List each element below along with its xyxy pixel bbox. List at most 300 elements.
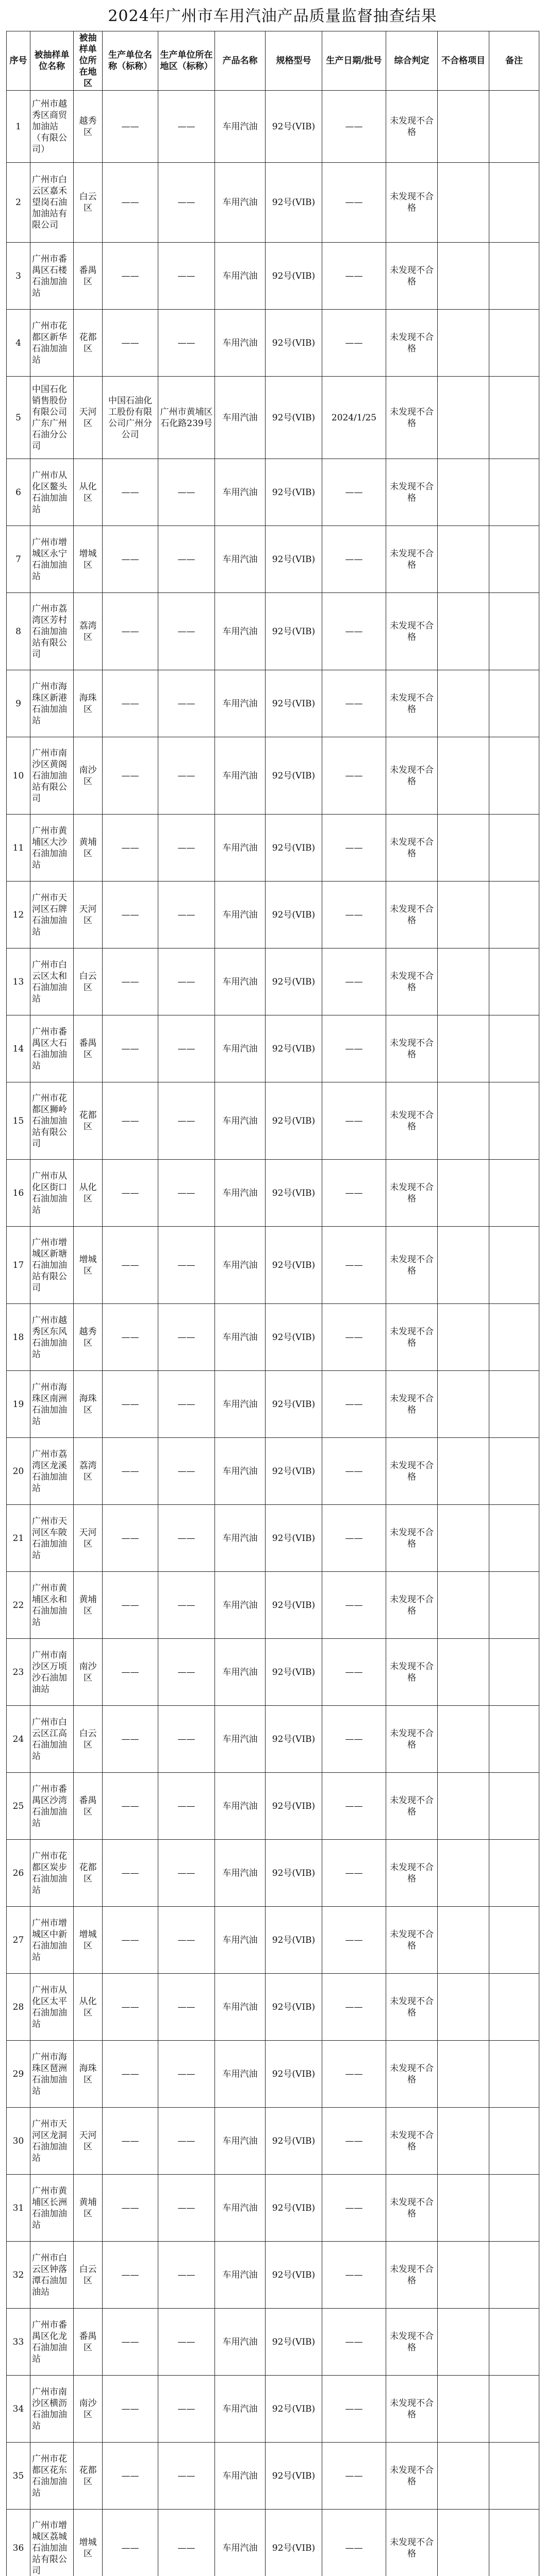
producer-area: —— [158,1505,215,1572]
product-name: 车用汽油 [215,1639,266,1706]
production-date: —— [322,670,386,737]
row-number: 2 [7,163,30,243]
verdict: 未发现不合格 [386,459,438,526]
failed-items [438,1438,489,1505]
remark [489,2242,539,2309]
row-number: 23 [7,1639,30,1706]
sampled-unit-name: 广州市越秀区商贸加油站（有限公司） [30,91,74,163]
product-name: 车用汽油 [215,163,266,243]
verdict: 未发现不合格 [386,2175,438,2242]
failed-items [438,1974,489,2041]
producer-area: —— [158,948,215,1015]
header-row [7,31,539,91]
failed-items [438,459,489,526]
sampled-unit-name: 广州市增城区永宁石油加油站 [30,526,74,593]
verdict: 未发现不合格 [386,1773,438,1840]
table-row [7,1160,539,1227]
table-row [7,815,539,882]
spec-model: 92号(VIB) [266,670,322,737]
remark [489,882,539,948]
row-number: 11 [7,815,30,882]
results-table-body [7,91,539,2576]
table-row [7,2108,539,2175]
sampled-unit-area: 海珠区 [74,1371,103,1438]
column-header-sampled-unit: 被抽样单位名称 [30,31,74,91]
row-number: 6 [7,459,30,526]
sampled-unit-name: 广州市海珠区琶洲石油加油站 [30,2041,74,2108]
production-date: —— [322,1438,386,1505]
production-date: —— [322,948,386,1015]
document-title: 2024年广州市车用汽油产品质量监督抽查结果 [108,7,437,25]
row-number: 8 [7,593,30,670]
column-header-producer: 生产单位名称（标称） [103,31,158,91]
sampled-unit-area: 番禺区 [74,1773,103,1840]
sampled-unit-area: 海珠区 [74,2041,103,2108]
producer-name: —— [103,2108,158,2175]
spec-model: 92号(VIB) [266,163,322,243]
remark [489,1639,539,1706]
product-name: 车用汽油 [215,459,266,526]
sampled-unit-area: 花都区 [74,1840,103,1907]
production-date: —— [322,1840,386,1907]
sampled-unit-name: 广州市黄埔区长洲石油加油站 [30,2175,74,2242]
product-name: 车用汽油 [215,2443,266,2510]
verdict: 未发现不合格 [386,948,438,1015]
failed-items [438,737,489,815]
production-date: —— [322,1974,386,2041]
remark [489,2175,539,2242]
failed-items [438,1840,489,1907]
sampled-unit-area: 黄埔区 [74,2175,103,2242]
product-name: 车用汽油 [215,310,266,377]
failed-items [438,1773,489,1840]
product-name: 车用汽油 [215,2309,266,2376]
production-date: —— [322,526,386,593]
sampled-unit-name: 广州市荔湾区龙溪石油加油站 [30,1438,74,1505]
failed-items [438,2309,489,2376]
sampled-unit-area: 荔湾区 [74,593,103,670]
producer-area: —— [158,1015,215,1082]
spec-model: 92号(VIB) [266,1082,322,1160]
spec-model: 92号(VIB) [266,1015,322,1082]
production-date: —— [322,737,386,815]
verdict: 未发现不合格 [386,1438,438,1505]
table-row [7,1974,539,2041]
spec-model: 92号(VIB) [266,1840,322,1907]
sampled-unit-name: 广州市番禺区化龙石油加油站 [30,2309,74,2376]
table-row [7,2175,539,2242]
failed-items [438,670,489,737]
row-number: 21 [7,1505,30,1572]
spec-model: 92号(VIB) [266,526,322,593]
row-number: 26 [7,1840,30,1907]
production-date: —— [322,882,386,948]
producer-name: —— [103,1773,158,1840]
sampled-unit-name: 广州市天河区车陂石油加油站 [30,1505,74,1572]
row-number: 7 [7,526,30,593]
row-number: 14 [7,1015,30,1082]
spec-model: 92号(VIB) [266,1438,322,1505]
table-row [7,1227,539,1304]
producer-name: —— [103,1639,158,1706]
remark [489,1773,539,1840]
row-number: 32 [7,2242,30,2309]
production-date: —— [322,2309,386,2376]
spec-model: 92号(VIB) [266,310,322,377]
producer-area: 广州市黄埔区石化路239号 [158,377,215,459]
remark [489,310,539,377]
row-number: 9 [7,670,30,737]
verdict: 未发现不合格 [386,377,438,459]
producer-name: —— [103,1706,158,1773]
producer-name: —— [103,1840,158,1907]
verdict: 未发现不合格 [386,1304,438,1371]
product-name: 车用汽油 [215,815,266,882]
failed-items [438,2175,489,2242]
production-date: —— [322,243,386,310]
failed-items [438,310,489,377]
remark [489,670,539,737]
sampled-unit-name: 广州市花都区狮岭石油加油站有限公司 [30,1082,74,1160]
row-number: 18 [7,1304,30,1371]
product-name: 车用汽油 [215,1572,266,1639]
table-row [7,163,539,243]
row-number: 12 [7,882,30,948]
sampled-unit-name: 广州市荔湾区芳村石油加油站有限公司 [30,593,74,670]
producer-name: —— [103,163,158,243]
production-date: —— [322,1015,386,1082]
sampled-unit-name: 广州市南沙区黄阁石油加油站有限公司 [30,737,74,815]
verdict: 未发现不合格 [386,1082,438,1160]
spec-model: 92号(VIB) [266,948,322,1015]
sampled-unit-name: 中国石化销售股份有限公司广东广州石油分公司 [30,377,74,459]
producer-name: —— [103,2376,158,2443]
table-row [7,526,539,593]
verdict: 未发现不合格 [386,1371,438,1438]
remark [489,815,539,882]
verdict: 未发现不合格 [386,310,438,377]
sampled-unit-name: 广州市海珠区新港石油加油站 [30,670,74,737]
product-name: 车用汽油 [215,670,266,737]
sampled-unit-name: 广州市从化区太平石油加油站 [30,1974,74,2041]
sampled-unit-name: 广州市番禺区大石石油加油站 [30,1015,74,1082]
production-date: —— [322,2041,386,2108]
spec-model: 92号(VIB) [266,377,322,459]
verdict: 未发现不合格 [386,882,438,948]
spec-model: 92号(VIB) [266,2242,322,2309]
production-date: —— [322,1505,386,1572]
production-date: —— [322,1371,386,1438]
product-name: 车用汽油 [215,526,266,593]
remark [489,2443,539,2510]
spec-model: 92号(VIB) [266,91,322,163]
verdict: 未发现不合格 [386,243,438,310]
remark [489,1907,539,1974]
sampled-unit-name: 广州市增城区新塘石油加油站有限公司 [30,1227,74,1304]
product-name: 车用汽油 [215,948,266,1015]
product-name: 车用汽油 [215,2242,266,2309]
verdict: 未发现不合格 [386,526,438,593]
table-row [7,882,539,948]
product-name: 车用汽油 [215,1840,266,1907]
verdict: 未发现不合格 [386,2443,438,2510]
producer-area: —— [158,1082,215,1160]
producer-name: —— [103,2309,158,2376]
failed-items [438,2108,489,2175]
product-name: 车用汽油 [215,1015,266,1082]
row-number: 31 [7,2175,30,2242]
production-date: —— [322,459,386,526]
row-number: 17 [7,1227,30,1304]
sampled-unit-name: 广州市从化区街口石油加油站 [30,1160,74,1227]
producer-area: —— [158,1974,215,2041]
sampled-unit-name: 广州市番禺区沙湾石油加油站 [30,1773,74,1840]
producer-name: —— [103,310,158,377]
remark [489,1974,539,2041]
producer-name: —— [103,948,158,1015]
remark [489,2510,539,2576]
producer-area: —— [158,1304,215,1371]
failed-items [438,243,489,310]
sampled-unit-area: 白云区 [74,948,103,1015]
row-number: 19 [7,1371,30,1438]
producer-name: —— [103,1505,158,1572]
producer-name: —— [103,243,158,310]
table-row [7,948,539,1015]
row-number: 16 [7,1160,30,1227]
failed-items [438,1371,489,1438]
remark [489,377,539,459]
remark [489,948,539,1015]
verdict: 未发现不合格 [386,1227,438,1304]
row-number: 5 [7,377,30,459]
table-row [7,1572,539,1639]
spec-model: 92号(VIB) [266,243,322,310]
verdict: 未发现不合格 [386,1706,438,1773]
sampled-unit-name: 广州市花都区炭步石油加油站 [30,1840,74,1907]
product-name: 车用汽油 [215,1773,266,1840]
verdict: 未发现不合格 [386,1840,438,1907]
producer-area: —— [158,2108,215,2175]
product-name: 车用汽油 [215,882,266,948]
production-date: 2024/1/25 [322,377,386,459]
production-date: —— [322,310,386,377]
column-header-spec: 规格型号 [266,31,322,91]
remark [489,1438,539,1505]
sampled-unit-area: 越秀区 [74,1304,103,1371]
producer-area: —— [158,459,215,526]
verdict: 未发现不合格 [386,593,438,670]
production-date: —— [322,1907,386,1974]
row-number: 10 [7,737,30,815]
verdict: 未发现不合格 [386,1505,438,1572]
sampled-unit-name: 广州市白云区江高石油加油站 [30,1706,74,1773]
producer-area: —— [158,526,215,593]
spec-model: 92号(VIB) [266,737,322,815]
row-number: 1 [7,91,30,163]
column-header-verdict: 综合判定 [386,31,438,91]
spec-model: 92号(VIB) [266,2376,322,2443]
table-row [7,377,539,459]
product-name: 车用汽油 [215,1907,266,1974]
production-date: —— [322,1160,386,1227]
row-number: 30 [7,2108,30,2175]
product-name: 车用汽油 [215,1974,266,2041]
product-name: 车用汽油 [215,2108,266,2175]
failed-items [438,593,489,670]
sampled-unit-area: 增城区 [74,2510,103,2576]
sampled-unit-area: 从化区 [74,459,103,526]
producer-name: —— [103,815,158,882]
sampled-unit-area: 增城区 [74,526,103,593]
producer-name: —— [103,1974,158,2041]
producer-name: —— [103,1304,158,1371]
production-date: —— [322,1082,386,1160]
producer-name: —— [103,2510,158,2576]
producer-name: —— [103,526,158,593]
production-date: —— [322,163,386,243]
product-name: 车用汽油 [215,1706,266,1773]
verdict: 未发现不合格 [386,2108,438,2175]
product-name: 车用汽油 [215,243,266,310]
failed-items [438,2041,489,2108]
remark [489,526,539,593]
row-number: 34 [7,2376,30,2443]
row-number: 29 [7,2041,30,2108]
production-date: —— [322,2510,386,2576]
sampled-unit-name: 广州市海珠区南洲石油加油站 [30,1371,74,1438]
producer-area: —— [158,2443,215,2510]
producer-name: 中国石油化工股份有限公司广州分公司 [103,377,158,459]
producer-name: —— [103,2041,158,2108]
column-header-date: 生产日期/批号 [322,31,386,91]
table-row [7,737,539,815]
sampled-unit-area: 荔湾区 [74,1438,103,1505]
failed-items [438,1639,489,1706]
producer-name: —— [103,1015,158,1082]
product-name: 车用汽油 [215,2376,266,2443]
sampled-unit-area: 花都区 [74,1082,103,1160]
table-row [7,1840,539,1907]
sampled-unit-area: 南沙区 [74,1639,103,1706]
remark [489,459,539,526]
sampled-unit-area: 番禺区 [74,1015,103,1082]
product-name: 车用汽油 [215,2175,266,2242]
table-row [7,2041,539,2108]
verdict: 未发现不合格 [386,815,438,882]
sampled-unit-area: 天河区 [74,1505,103,1572]
sampled-unit-area: 天河区 [74,882,103,948]
row-number: 28 [7,1974,30,2041]
spec-model: 92号(VIB) [266,2309,322,2376]
production-date: —— [322,1572,386,1639]
producer-area: —— [158,1371,215,1438]
failed-items [438,1304,489,1371]
producer-name: —— [103,1371,158,1438]
producer-name: —— [103,670,158,737]
sampled-unit-area: 增城区 [74,1907,103,1974]
verdict: 未发现不合格 [386,2309,438,2376]
producer-area: —— [158,1907,215,1974]
verdict: 未发现不合格 [386,2510,438,2576]
failed-items [438,1706,489,1773]
spec-model: 92号(VIB) [266,1974,322,2041]
producer-area: —— [158,2510,215,2576]
production-date: —— [322,1639,386,1706]
production-date: —— [322,91,386,163]
row-number: 25 [7,1773,30,1840]
verdict: 未发现不合格 [386,91,438,163]
sampled-unit-name: 广州市增城区荔城石油加油站有限公司 [30,2510,74,2576]
spec-model: 92号(VIB) [266,1160,322,1227]
remark [489,1304,539,1371]
table-row [7,2443,539,2510]
failed-items [438,1015,489,1082]
sampled-unit-name: 广州市从化区鳌头石油加油站 [30,459,74,526]
sampled-unit-name: 广州市白云区太和石油加油站 [30,948,74,1015]
failed-items [438,882,489,948]
producer-area: —— [158,1840,215,1907]
row-number: 33 [7,2309,30,2376]
producer-area: —— [158,815,215,882]
sampled-unit-area: 增城区 [74,1227,103,1304]
table-row [7,1773,539,1840]
producer-name: —— [103,1227,158,1304]
producer-name: —— [103,1907,158,1974]
table-row [7,1907,539,1974]
table-row [7,670,539,737]
row-number: 27 [7,1907,30,1974]
spec-model: 92号(VIB) [266,1907,322,1974]
spec-model: 92号(VIB) [266,1304,322,1371]
producer-area: —— [158,1160,215,1227]
spec-model: 92号(VIB) [266,1706,322,1773]
sampled-unit-name: 广州市黄埔区永和石油加油站 [30,1572,74,1639]
table-row [7,1015,539,1082]
producer-area: —— [158,1773,215,1840]
sampled-unit-area: 黄埔区 [74,1572,103,1639]
production-date: —— [322,2443,386,2510]
failed-items [438,377,489,459]
verdict: 未发现不合格 [386,1572,438,1639]
row-number: 36 [7,2510,30,2576]
remark [489,1505,539,1572]
remark [489,1572,539,1639]
remark [489,1227,539,1304]
sampled-unit-name: 广州市天河区龙洞石油加油站 [30,2108,74,2175]
producer-name: —— [103,1572,158,1639]
failed-items [438,526,489,593]
failed-items [438,815,489,882]
producer-area: —— [158,1706,215,1773]
remark [489,2041,539,2108]
product-name: 车用汽油 [215,1371,266,1438]
failed-items [438,2510,489,2576]
results-table [6,31,539,2576]
production-date: —— [322,1706,386,1773]
product-name: 车用汽油 [215,91,266,163]
producer-area: —— [158,1572,215,1639]
product-name: 车用汽油 [215,1160,266,1227]
sampled-unit-name: 广州市花都区花东石油加油站 [30,2443,74,2510]
product-name: 车用汽油 [215,1227,266,1304]
producer-name: —— [103,593,158,670]
sampled-unit-area: 番禺区 [74,2309,103,2376]
product-name: 车用汽油 [215,1304,266,1371]
remark [489,2376,539,2443]
sampled-unit-area: 南沙区 [74,737,103,815]
failed-items [438,2242,489,2309]
